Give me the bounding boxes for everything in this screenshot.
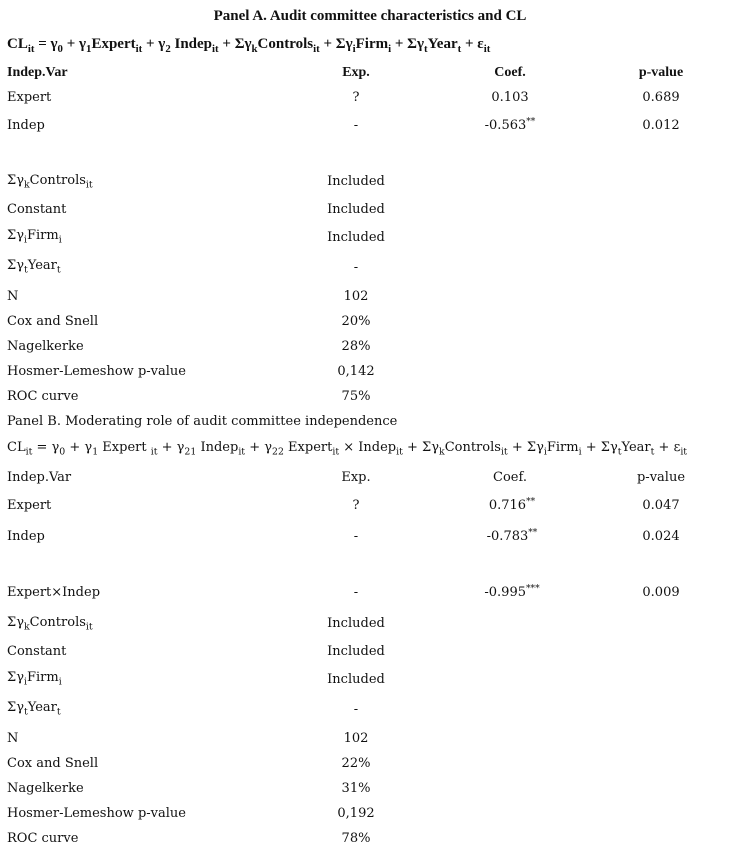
panel-a-row-indep-coef: -0.563** <box>484 117 536 133</box>
panel-b-stat-hosmer-value: 0,192 <box>337 806 375 821</box>
panel-a-stat-cox-value: 20% <box>341 314 371 329</box>
panel-a-row-indep-exp: - <box>353 118 359 133</box>
panel-b-row-expert-exp: ? <box>352 498 360 513</box>
panel-a-stat-roc-value: 75% <box>341 389 371 404</box>
panel-b-row-indep-coef: -0.783** <box>486 528 538 544</box>
panel-a-stat-hosmer-label: Hosmer-Lemeshow p-value <box>7 364 186 379</box>
panel-b-header-coef: Coef. <box>493 470 527 485</box>
panel-b-year-value: - <box>353 702 359 717</box>
panel-a-stat-cox-label: Cox and Snell <box>7 314 99 329</box>
panel-b-header-var: Indep.Var <box>7 470 72 485</box>
panel-b-controls-label: $\Sigma\gamma_kControls_{it}$ <box>7 615 93 633</box>
panel-a-title: Panel A. Audit committee characteristics and CL <box>213 8 527 24</box>
panel-b-constant-label: Constant <box>7 644 67 659</box>
panel-b-row-interaction-pvalue: 0.009 <box>642 585 680 600</box>
panel-b-header-pvalue: p-value <box>636 470 686 485</box>
panel-b-row-indep-exp: - <box>353 529 359 544</box>
panel-b-stat-roc-value: 78% <box>341 831 371 846</box>
panel-b-row-interaction-coef: -0.995*** <box>484 584 540 600</box>
panel-b-constant-value: Included <box>327 644 385 659</box>
panel-a-controls-value: Included <box>327 174 385 189</box>
panel-b-year-label: $\Sigma\gamma_tYear_t$ <box>7 700 61 718</box>
panel-b-row-indep-var: Indep <box>7 529 45 544</box>
panel-a-stat-nagelkerke-value: 28% <box>341 339 371 354</box>
panel-a-header-exp: Exp. <box>342 65 370 80</box>
panel-a-row-indep-var: Indep <box>7 118 45 133</box>
panel-b-stat-cox-value: 22% <box>341 756 371 771</box>
panel-a-constant-label: Constant <box>7 202 67 217</box>
panel-a-header-coef: Coef. <box>494 65 526 80</box>
panel-b-firm-label: $\Sigma\gamma_iFirm_i$ <box>7 670 62 688</box>
panel-a-stat-roc-label: ROC curve <box>7 389 79 404</box>
panel-a-year-value: - <box>353 260 359 275</box>
panel-b-firm-value: Included <box>327 672 385 687</box>
panel-a-controls-label: $\Sigma\gamma_kControls_{it}$ <box>7 173 93 191</box>
panel-b-stat-n-value: 102 <box>343 731 369 746</box>
panel-a-firm-value: Included <box>327 230 385 245</box>
panel-a-row-indep-pvalue: 0.012 <box>642 118 680 133</box>
panel-a-constant-value: Included <box>327 202 385 217</box>
panel-b-row-indep-pvalue: 0.024 <box>642 529 680 544</box>
panel-a-row-expert-exp: ? <box>352 90 360 105</box>
panel-b-row-interaction-exp: - <box>353 585 359 600</box>
panel-b-stat-hosmer-label: Hosmer-Lemeshow p-value <box>7 806 186 821</box>
panel-a-header-pvalue: p-value <box>638 65 684 80</box>
panel-a-stat-nagelkerke-label: Nagelkerke <box>7 339 84 354</box>
panel-b-equation: $CL_{it} = \gamma_0 + \gamma_1$ Expert $_{it} + \gamma_{21}$ Indep$_{it}$ + $\gamma_{22}$ Expert$_{it}$ × Indep$_{it}$ + $\Sigma\gamma_kControls_{it}$ + $\Sigma\gamma_iFirm_i$ + $\Sigma\gamma_tYear_t + \varepsilon_{it}$ <box>7 440 688 458</box>
panel-b-stat-n-label: N <box>7 731 19 746</box>
panel-b-stat-nagelkerke-label: Nagelkerke <box>7 781 84 796</box>
panel-b-header-exp: Exp. <box>341 470 371 485</box>
panel-b-stat-roc-label: ROC curve <box>7 831 79 846</box>
panel-b-row-interaction-var: Expert×Indep <box>7 585 101 600</box>
panel-a-equation: $CL_{it} = \gamma_0$ + $\gamma_1Expert_{it} + \gamma_2$ Indep$_{it}$ + $\Sigma\gamma_kControls_{it}$ + $\Sigma\gamma_iFirm_i$ + $\Sigma\gamma_tYear_t + \varepsilon_{it}$ <box>7 36 491 55</box>
panel-b-title: Panel B. Moderating role of audit committee independence <box>7 414 398 429</box>
panel-a-year-label: $\Sigma\gamma_tYear_t$ <box>7 258 61 276</box>
panel-a-firm-label: $\Sigma\gamma_iFirm_i$ <box>7 228 62 246</box>
panel-a-stat-hosmer-value: 0,142 <box>337 364 375 379</box>
panel-b-row-expert-var: Expert <box>7 498 52 513</box>
panel-a-row-expert-pvalue: 0.689 <box>642 90 680 105</box>
panel-a-stat-n-value: 102 <box>343 289 369 304</box>
panel-a-row-expert-coef: 0.103 <box>491 90 529 105</box>
panel-a-stat-n-label: N <box>7 289 19 304</box>
panel-a-header-var: Indep.Var <box>7 65 68 80</box>
panel-b-row-expert-pvalue: 0.047 <box>642 498 680 513</box>
panel-b-stat-nagelkerke-value: 31% <box>341 781 371 796</box>
panel-b-controls-value: Included <box>327 616 385 631</box>
panel-b-stat-cox-label: Cox and Snell <box>7 756 99 771</box>
panel-a-row-expert-var: Expert <box>7 90 52 105</box>
panel-b-row-expert-coef: 0.716** <box>488 497 536 513</box>
